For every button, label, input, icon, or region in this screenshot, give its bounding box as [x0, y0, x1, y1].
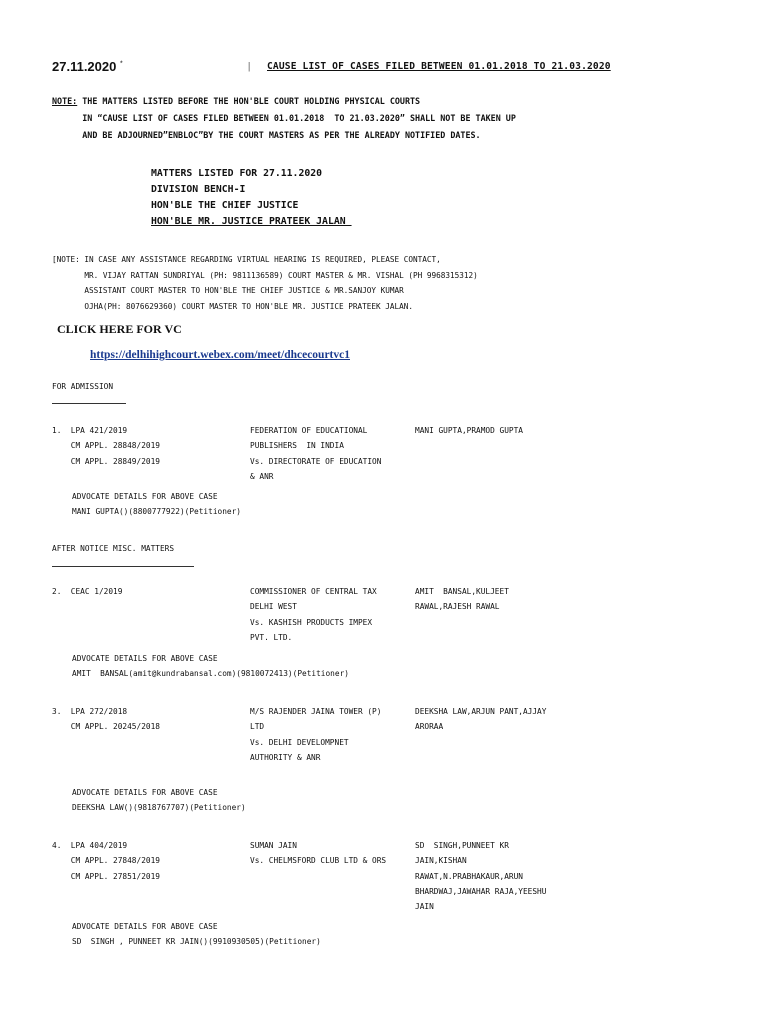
case-numbers: 4. LPA 404/2019 CM APPL. 27848/2019 CM APPL. 27851/2019 — [52, 841, 160, 881]
vc-link[interactable]: https://delhihighcourt.webex.com/meet/dhcecourtvc1 — [90, 349, 350, 361]
cause-list-title — [248, 60, 611, 72]
advocate-details-2 — [72, 651, 349, 682]
case-advocates: AMIT BANSAL,KULJEET RAWAL,RAJESH RAWAL — [415, 587, 509, 612]
date-mark: * — [119, 60, 123, 68]
advocate-details-text: DEEKSHA LAW()(9818767707)(Petitioner) — [72, 803, 246, 813]
virtual-hearing-note — [52, 252, 478, 314]
section-underline — [52, 403, 126, 404]
section-underline — [52, 566, 194, 567]
case-numbers: 3. LPA 272/2018 CM APPL. 20245/2018 — [52, 707, 160, 732]
section-for-admission: FOR ADMISSION — [52, 382, 114, 391]
advocate-details-text: MANI GUPTA()(8800777922)(Petitioner) — [72, 507, 241, 517]
advocate-details-3 — [72, 785, 246, 816]
case-advocates: SD SINGH,PUNNEET KR JAIN,KISHAN RAWAT,N.PRABHAKAUR,ARUN BHARDWAJ,JAWAHAR RAJA,YEESHU JAIN — [415, 841, 547, 912]
advocate-details-1 — [72, 489, 241, 520]
case-advocates: DEEKSHA LAW,ARJUN PANT,AJJAY ARORAA — [415, 707, 547, 732]
case-parties: SUMAN JAIN Vs. CHELMSFORD CLUB LTD & ORS — [250, 841, 387, 866]
case-parties: FEDERATION OF EDUCATIONAL PUBLISHERS IN INDIA Vs. DIRECTORATE OF EDUCATION & ANR — [250, 426, 382, 481]
advocate-details-heading: ADVOCATE DETAILS FOR ABOVE CASE — [72, 492, 218, 501]
division-bench-line: DIVISION BENCH-I — [151, 184, 246, 195]
vnote-line-3: ASSISTANT COURT MASTER TO HON'BLE THE CHIEF JUSTICE & MR.SANJOY KUMAR — [52, 286, 404, 295]
note-line-1: THE MATTERS LISTED BEFORE THE HON'BLE COURT HOLDING PHYSICAL COURTS — [77, 96, 421, 106]
cause-list-date — [52, 59, 123, 74]
matters-listed-line: MATTERS LISTED FOR 27.11.2020 — [151, 168, 323, 179]
case-numbers: 2. CEAC 1/2019 — [52, 587, 123, 596]
section-after-notice: AFTER NOTICE MISC. MATTERS — [52, 544, 175, 553]
physical-courts-note — [52, 93, 516, 144]
click-here-for-vc: CLICK HERE FOR VC — [57, 322, 182, 336]
title-text: CAUSE LIST OF CASES FILED BETWEEN 01.01.2018 TO 21.03.2020 — [267, 61, 611, 72]
note-line-2: IN “CAUSE LIST OF CASES FILED BETWEEN 01.01.2018 TO 21.03.2020” SHALL NOT BE TAKEN UP — [52, 113, 516, 123]
bench-details — [151, 166, 352, 230]
justice-line: HON'BLE MR. JUSTICE PRATEEK JALAN — [151, 216, 352, 227]
advocate-details-text: AMIT BANSAL(amit@kundrabansal.com)(9810072413)(Petitioner) — [72, 669, 349, 679]
case-parties: COMMISSIONER OF CENTRAL TAX DELHI WEST Vs. KASHISH PRODUCTS IMPEX PVT. LTD. — [250, 587, 377, 642]
vnote-line-4: OJHA(PH: 8076629360) COURT MASTER TO HON'BLE MR. JUSTICE PRATEEK JALAN. — [52, 301, 414, 311]
note-label: NOTE: — [52, 96, 78, 106]
advocate-details-4 — [72, 919, 321, 950]
vnote-line-2: MR. VIJAY RATTAN SUNDRIYAL (PH: 9811136589) COURT MASTER & MR. VISHAL (PH 9968315312) — [52, 270, 478, 280]
date-text: 27.11.2020 — [52, 59, 117, 74]
note-line-3: AND BE ADJOURNED”ENBLOC”BY THE COURT MASTERS AS PER THE ALREADY NOTIFIED DATES. — [52, 130, 481, 140]
title-separator: | — [248, 60, 251, 72]
case-advocates: MANI GUPTA,PRAMOD GUPTA — [415, 426, 523, 435]
advocate-details-heading: ADVOCATE DETAILS FOR ABOVE CASE — [72, 922, 218, 931]
vnote-line-1: [NOTE: IN CASE ANY ASSISTANCE REGARDING VIRTUAL HEARING IS REQUIRED, PLEASE CONTACT, — [52, 255, 441, 264]
case-numbers: 1. LPA 421/2019 CM APPL. 28848/2019 CM APPL. 28849/2019 — [52, 426, 160, 466]
case-parties: M/S RAJENDER JAINA TOWER (P) LTD Vs. DELHI DEVELOMPNET AUTHORITY & ANR — [250, 707, 382, 762]
advocate-details-text: SD SINGH , PUNNEET KR JAIN()(9910930505)(Petitioner) — [72, 937, 321, 947]
advocate-details-heading: ADVOCATE DETAILS FOR ABOVE CASE — [72, 654, 218, 663]
advocate-details-heading: ADVOCATE DETAILS FOR ABOVE CASE — [72, 788, 218, 797]
chief-justice-line: HON'BLE THE CHIEF JUSTICE — [151, 200, 299, 211]
